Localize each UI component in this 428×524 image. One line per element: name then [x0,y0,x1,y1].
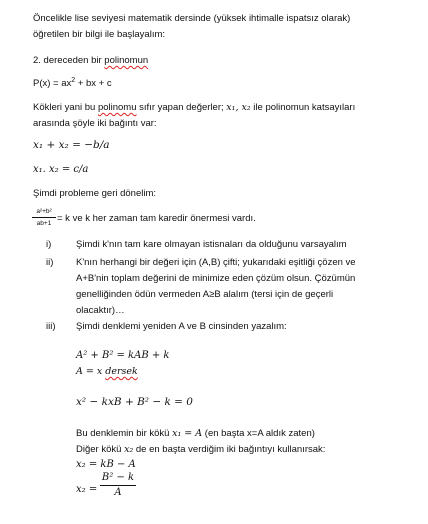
equation-2-word: dersek [105,366,138,377]
item-marker-ii: ii) [46,257,54,268]
return-line: Şimdi probleme geri dönelim: [33,188,157,199]
roots-line-2: arasında şöyle iki bağıntı var: [33,118,157,129]
section-heading-word: polinomun [104,55,149,66]
roots-math: x₁, x₂ [226,102,251,113]
poly-prefix: P(x) = ax [33,78,72,89]
roots-text-c: ile polinomun katsayıları [250,102,356,113]
equation-3: x² − kxB + B² − k = 0 [76,396,193,408]
closing-1-a: Bu denklemin bir kökü [76,428,173,439]
closing-line-2 [76,444,325,456]
equation-5-lhs: x₂ = [76,484,98,495]
claim-frac-bar [32,217,56,218]
item-i-line-1: Şimdi k'nın tam kare olmayan istisnaları da olduğunu varsayalım [76,239,347,250]
claim-text: = k ve k her zaman tam karedir önermesi vardı. [57,213,256,224]
closing-1-b: (en başta x=A aldık zaten) [202,428,315,439]
claim-frac-num: a²+b² [36,208,52,215]
roots-line-1 [33,102,355,114]
equation-5-fraction [100,472,136,499]
poly-suffix: + bx + c [75,78,112,89]
roots-word: polinomu [97,102,137,113]
equation-2-math: A = x [76,366,106,377]
closing-2-a: Diğer kökü [76,444,125,455]
product-equation: x₁. x₂ = c/a [33,164,89,175]
item-iii-line-1: Şimdi denklemi yeniden A ve B cinsinden yazalım: [76,321,287,332]
closing-line-1 [76,428,315,440]
poly-exponent: 2 [71,76,76,84]
roots-text-a: Kökleri yani bu [33,102,98,113]
intro-line-1: Öncelikle lise seviyesi matematik dersinde (yüksek ihtimalle ispatsız olarak) [33,13,351,24]
equation-5-bar [100,485,136,486]
equation-2 [76,366,138,378]
equation-1: A² + B² = kAB + k [76,350,170,361]
equation-5-num: B² − k [101,472,135,483]
closing-1-math: x₁ = A [172,428,203,439]
intro-line-2: öğretilen bir bilgi ile başlayalım: [33,29,166,40]
equation-5-den: A [114,487,122,498]
claim-frac-den: ab+1 [36,220,52,227]
item-ii-line-4: olacaktır)… [76,305,125,316]
claim-fraction [32,207,56,228]
closing-2-b: de en başta verdiğim iki bağıntıyı kullanırsak: [133,444,326,455]
item-marker-i: i) [46,239,52,250]
item-ii-line-1: K'nın herhangi bir değeri için (A,B) çifti; yukarıdaki eşitliği çözen ve [76,257,356,268]
polynomial-definition [33,78,112,90]
sum-equation: x₁ + x₂ = −b/a [33,139,110,151]
equation-4: x₂ = kB − A [76,459,136,470]
closing-2-math: x₂ [124,444,134,455]
item-ii-line-2: A+B'nin toplam değerini de minimize eden çözüm olsun. Çözümün [76,273,356,284]
section-heading-prefix: 2. dereceden bir [33,55,105,66]
section-heading [33,55,148,67]
roots-text-b: sıfır yapan değerler; [136,102,227,113]
item-marker-iii: iii) [46,321,56,332]
item-ii-line-3: genelliğinden ödün vermeden A≥B alalım (tersi için de geçerli [76,289,334,300]
